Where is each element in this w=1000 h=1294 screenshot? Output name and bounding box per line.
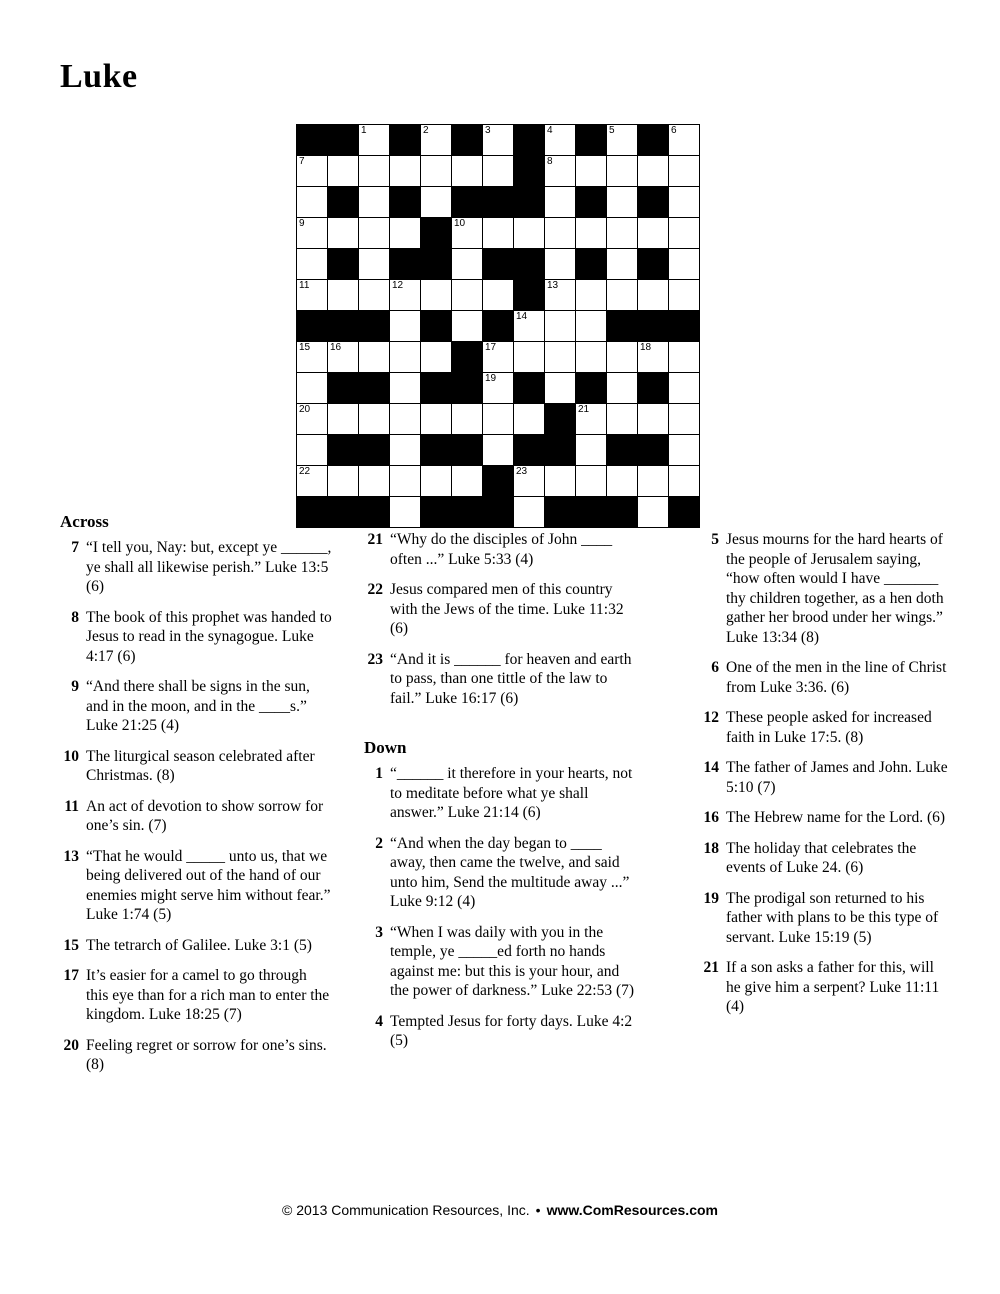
crossword-table[interactable] [296, 124, 700, 528]
grid-cell[interactable] [638, 342, 669, 373]
grid-cell[interactable] [607, 125, 638, 156]
grid-cell[interactable] [297, 373, 328, 404]
down-clue-number: 14 [703, 759, 719, 776]
grid-cell-block [328, 187, 359, 218]
grid-cell[interactable] [607, 342, 638, 373]
grid-cell[interactable] [545, 311, 576, 342]
across-clue-number: 9 [71, 678, 79, 695]
down-clue-text: The holiday that celebrates the events of Luke 24. (6) [726, 839, 917, 876]
grid-cell-block [328, 435, 359, 466]
grid-cell[interactable] [390, 311, 421, 342]
grid-cell-block [297, 125, 328, 156]
across-clue [60, 936, 332, 956]
grid-cell-number: 16 [330, 342, 342, 353]
grid-row [297, 404, 700, 435]
across-clue-number: 10 [63, 747, 79, 765]
grid-cell-block [576, 125, 607, 156]
grid-cell-number: 5 [609, 125, 615, 136]
grid-row [297, 373, 700, 404]
down-clue [700, 530, 950, 647]
across-clue [60, 538, 332, 597]
grid-row [297, 249, 700, 280]
down-clue-number: 1 [375, 765, 383, 782]
grid-cell[interactable] [669, 466, 700, 497]
grid-cell-number: 10 [454, 218, 466, 229]
grid-cell-block [669, 497, 700, 528]
grid-cell[interactable] [638, 466, 669, 497]
grid-cell[interactable] [297, 342, 328, 373]
grid-cell[interactable] [607, 373, 638, 404]
grid-cell[interactable] [545, 187, 576, 218]
across-clue-number: 7 [71, 539, 79, 556]
grid-cell[interactable] [421, 342, 452, 373]
across-heading: Across [60, 512, 109, 531]
footer [0, 1202, 1000, 1218]
across-clue-number: 21 [367, 531, 383, 548]
down-clue-list-1 [364, 764, 636, 1051]
across-clue-number: 8 [71, 608, 79, 626]
grid-cell[interactable] [638, 280, 669, 311]
grid-cell[interactable] [514, 218, 545, 249]
footer-website-link[interactable]: www.ComResources.com [546, 1202, 718, 1218]
grid-cell[interactable] [297, 280, 328, 311]
down-clue-text: Jesus mourns for the hard hearts of the people of Jerusalem saying, “how often would I have _______ thy children together, as a hen doth gather her brood under her wings.” Luke 13:34 (8) [726, 531, 944, 646]
down-clue [700, 839, 950, 878]
grid-cell[interactable] [421, 125, 452, 156]
grid-cell-block [452, 342, 483, 373]
across-clue-text: “And it is ______ for heaven and earth to pass, than one tittle of the law to fail.” Luke 16:17 (6) [390, 650, 632, 707]
across-clue-number: 17 [63, 967, 79, 984]
grid-cell-block [607, 311, 638, 342]
across-clue [60, 797, 332, 836]
grid-cell-number: 14 [516, 311, 528, 322]
grid-cell[interactable] [576, 466, 607, 497]
grid-cell[interactable] [607, 404, 638, 435]
grid-cell-block [452, 125, 483, 156]
grid-cell[interactable] [452, 156, 483, 187]
across-clue-number: 23 [367, 650, 383, 668]
across-clue [60, 677, 332, 736]
grid-cell-block [483, 249, 514, 280]
down-clue-number: 2 [375, 834, 383, 852]
down-clue-text: “And when the day began to ____ away, then came the twelve, and said unto him, Send the multitude away ...” Luke 9:12 (4) [390, 834, 630, 910]
grid-cell[interactable] [421, 280, 452, 311]
down-clue [700, 758, 950, 797]
grid-cell[interactable] [669, 156, 700, 187]
grid-cell-block [545, 435, 576, 466]
down-clue-number: 18 [703, 839, 719, 857]
grid-cell[interactable] [328, 280, 359, 311]
down-clue-text: The Hebrew name for the Lord. (6) [726, 809, 946, 826]
grid-row [297, 280, 700, 311]
grid-cell-number: 12 [392, 280, 404, 291]
grid-cell-block [576, 497, 607, 528]
grid-cell[interactable] [390, 280, 421, 311]
across-clue-number: 15 [63, 936, 79, 954]
grid-cell[interactable] [607, 466, 638, 497]
grid-cell[interactable] [421, 156, 452, 187]
down-clue [700, 708, 950, 747]
grid-row [297, 218, 700, 249]
across-clue-text: “And there shall be signs in the sun, and in the moon, and in the ____s.” Luke 21:25 (4) [86, 678, 310, 734]
grid-cell[interactable] [514, 497, 545, 528]
footer-bullet: • [535, 1202, 541, 1218]
grid-cell-number: 1 [361, 125, 367, 136]
across-clue [364, 530, 636, 569]
grid-cell-block [514, 249, 545, 280]
grid-cell-number: 21 [578, 404, 590, 415]
grid-cell-block [638, 373, 669, 404]
across-clue-list-2 [364, 530, 636, 708]
grid-cell-block [328, 125, 359, 156]
grid-cell[interactable] [638, 156, 669, 187]
down-clue [700, 658, 950, 697]
grid-cell-block [638, 187, 669, 218]
across-clue-text: It’s easier for a camel to go through this eye than for a rich man to enter the kingdom. Luke 18:25 (7) [86, 967, 330, 1023]
grid-cell[interactable] [483, 280, 514, 311]
grid-cell-block [421, 218, 452, 249]
across-column-2 [364, 530, 636, 1062]
grid-cell[interactable] [328, 342, 359, 373]
across-clue [60, 966, 332, 1025]
grid-cell[interactable] [297, 218, 328, 249]
down-clue-text: The father of James and John. Luke 5:10 (7) [726, 759, 948, 796]
down-clue-text: The prodigal son returned to his father with plans to be this type of servant. Luke 15:19 (5) [726, 889, 939, 946]
grid-cell[interactable] [483, 156, 514, 187]
grid-cell[interactable] [607, 156, 638, 187]
down-clue-text: If a son asks a father for this, will he give him a serpent? Luke 11:11 (4) [726, 959, 940, 1015]
grid-cell-block [638, 125, 669, 156]
grid-cell-block [638, 249, 669, 280]
grid-cell[interactable] [638, 497, 669, 528]
grid-cell[interactable] [359, 466, 390, 497]
grid-cell-block [545, 497, 576, 528]
grid-cell[interactable] [483, 218, 514, 249]
grid-cell[interactable] [483, 125, 514, 156]
grid-cell[interactable] [328, 466, 359, 497]
grid-cell[interactable] [576, 311, 607, 342]
grid-cell-block [514, 125, 545, 156]
grid-cell-number: 8 [547, 156, 553, 167]
grid-cell[interactable] [545, 218, 576, 249]
grid-cell[interactable] [545, 342, 576, 373]
grid-cell-block [328, 373, 359, 404]
down-clue-text: “______ it therefore in your hearts, not to meditate before what ye shall answer.” Luke 21:14 (6) [390, 765, 633, 821]
grid-row [297, 466, 700, 497]
grid-cell-number: 19 [485, 373, 497, 384]
grid-cell-block [483, 311, 514, 342]
across-clue [60, 608, 332, 667]
grid-cell[interactable] [328, 156, 359, 187]
grid-cell[interactable] [545, 280, 576, 311]
grid-cell[interactable] [669, 280, 700, 311]
grid-cell-block [483, 497, 514, 528]
grid-cell[interactable] [669, 187, 700, 218]
grid-cell[interactable] [576, 280, 607, 311]
grid-cell[interactable] [359, 342, 390, 373]
grid-cell[interactable] [669, 342, 700, 373]
across-clue-number: 11 [64, 797, 79, 815]
grid-row [297, 125, 700, 156]
down-clue-number: 4 [375, 1012, 383, 1030]
grid-cell-block [421, 311, 452, 342]
grid-cell-number: 4 [547, 125, 553, 136]
grid-cell-number: 15 [299, 342, 311, 353]
across-clue-text: An act of devotion to show sorrow for one’s sin. (7) [86, 797, 324, 834]
grid-cell-block [297, 311, 328, 342]
grid-cell-block [514, 373, 545, 404]
across-clue-text: “Why do the disciples of John ____ often ...” Luke 5:33 (4) [390, 531, 613, 568]
grid-cell[interactable] [607, 280, 638, 311]
grid-cell[interactable] [297, 156, 328, 187]
grid-cell[interactable] [638, 218, 669, 249]
down-clue [364, 764, 636, 823]
grid-cell[interactable] [390, 342, 421, 373]
grid-cell[interactable] [576, 342, 607, 373]
grid-cell[interactable] [514, 404, 545, 435]
grid-cell[interactable] [390, 404, 421, 435]
grid-cell[interactable] [297, 404, 328, 435]
grid-cell[interactable] [359, 218, 390, 249]
grid-cell-block [328, 249, 359, 280]
grid-cell-block [576, 373, 607, 404]
grid-cell[interactable] [390, 435, 421, 466]
grid-cell-block [359, 497, 390, 528]
grid-cell[interactable] [483, 404, 514, 435]
grid-cell[interactable] [669, 125, 700, 156]
grid-cell-block [390, 249, 421, 280]
grid-cell-number: 23 [516, 466, 528, 477]
across-clue [364, 650, 636, 709]
grid-cell-block [576, 249, 607, 280]
grid-cell[interactable] [452, 280, 483, 311]
grid-row [297, 156, 700, 187]
grid-cell[interactable] [390, 373, 421, 404]
grid-cell-block [607, 435, 638, 466]
grid-cell[interactable] [359, 156, 390, 187]
down-clue-text: One of the men in the line of Christ from Luke 3:36. (6) [726, 659, 947, 696]
grid-cell[interactable] [390, 466, 421, 497]
grid-cell[interactable] [545, 373, 576, 404]
grid-cell[interactable] [545, 125, 576, 156]
grid-cell-number: 6 [671, 125, 677, 136]
across-clue-number: 20 [63, 1036, 79, 1054]
grid-cell-number: 20 [299, 404, 311, 415]
grid-cell[interactable] [514, 342, 545, 373]
across-column-1 [60, 512, 332, 1086]
grid-cell[interactable] [359, 187, 390, 218]
grid-cell[interactable] [328, 404, 359, 435]
grid-cell-number: 11 [299, 280, 310, 291]
down-clue-number: 16 [703, 809, 719, 826]
grid-cell[interactable] [421, 466, 452, 497]
down-clue-text: Tempted Jesus for forty days. Luke 4:2 (5) [390, 1012, 633, 1049]
grid-cell[interactable] [483, 435, 514, 466]
across-clue [60, 847, 332, 925]
grid-cell[interactable] [483, 373, 514, 404]
grid-cell[interactable] [359, 404, 390, 435]
grid-cell[interactable] [390, 218, 421, 249]
grid-cell-number: 2 [423, 125, 429, 136]
grid-cell-block [483, 466, 514, 497]
across-clue-text: “That he would _____ unto us, that we being delivered out of the hand of our enemies might serve him without fear.” Luke 1:74 (5) [86, 847, 331, 923]
down-clue [364, 834, 636, 912]
grid-cell-block [359, 311, 390, 342]
grid-cell[interactable] [452, 404, 483, 435]
grid-row [297, 497, 700, 528]
grid-cell[interactable] [359, 280, 390, 311]
grid-cell[interactable] [669, 373, 700, 404]
grid-cell[interactable] [359, 125, 390, 156]
footer-copyright: © 2013 Communication Resources, Inc. [282, 1202, 530, 1218]
grid-cell[interactable] [545, 249, 576, 280]
across-clue-text: “I tell you, Nay: but, except ye ______, ye shall all likewise perish.” Luke 13:5 (6) [86, 539, 332, 595]
grid-cell[interactable] [359, 249, 390, 280]
grid-cell[interactable] [452, 249, 483, 280]
across-clue-text: The book of this prophet was handed to Jesus to read in the synagogue. Luke 4:17 (6) [86, 608, 332, 665]
grid-cell[interactable] [297, 435, 328, 466]
grid-cell-block [514, 435, 545, 466]
crossword-grid[interactable] [296, 124, 700, 528]
grid-row [297, 187, 700, 218]
grid-cell-block [452, 497, 483, 528]
across-clue-text: The liturgical season celebrated after Christmas. (8) [86, 747, 315, 784]
down-column-2 [700, 530, 950, 1028]
grid-cell[interactable] [452, 218, 483, 249]
down-clue [364, 1012, 636, 1051]
down-clue [700, 808, 950, 828]
grid-cell[interactable] [328, 218, 359, 249]
grid-cell-number: 22 [299, 466, 311, 477]
down-clue-number: 5 [711, 531, 719, 548]
grid-cell-block [328, 311, 359, 342]
grid-cell-number: 13 [547, 280, 559, 291]
grid-cell-block [514, 280, 545, 311]
grid-cell-block [452, 187, 483, 218]
down-clue [700, 958, 950, 1017]
across-clue-list-1 [60, 538, 332, 1075]
grid-cell[interactable] [669, 249, 700, 280]
grid-cell[interactable] [452, 311, 483, 342]
grid-cell[interactable] [607, 218, 638, 249]
grid-cell-block [638, 311, 669, 342]
down-clue-number: 21 [703, 959, 719, 976]
grid-cell-block [359, 373, 390, 404]
grid-cell[interactable] [607, 249, 638, 280]
across-clue-text: Jesus compared men of this country with the Jews of the time. Luke 11:32 (6) [390, 581, 624, 637]
grid-cell-block [483, 187, 514, 218]
grid-cell-block [421, 435, 452, 466]
down-clue-text: “When I was daily with you in the temple, ye _____ed forth no hands against me: but this is your hour, and the power of darkness.” Luke 22:53 (7) [390, 923, 635, 999]
grid-row [297, 311, 700, 342]
grid-cell[interactable] [297, 249, 328, 280]
across-clue-number: 13 [63, 847, 79, 865]
grid-row [297, 342, 700, 373]
down-clue-number: 6 [711, 659, 719, 676]
grid-cell[interactable] [669, 435, 700, 466]
grid-cell-number: 17 [485, 342, 497, 353]
grid-cell[interactable] [545, 156, 576, 187]
grid-cell[interactable] [390, 497, 421, 528]
down-clue-text: These people asked for increased faith in Luke 17:5. (8) [726, 709, 932, 746]
grid-cell[interactable] [297, 466, 328, 497]
across-clue-text: The tetrarch of Galilee. Luke 3:1 (5) [86, 936, 312, 954]
down-heading: Down [364, 738, 407, 757]
across-clue [60, 1036, 332, 1075]
grid-cell[interactable] [576, 404, 607, 435]
grid-cell[interactable] [545, 466, 576, 497]
down-clue-list-2 [700, 530, 950, 1017]
grid-cell-block [421, 497, 452, 528]
grid-cell-block [638, 435, 669, 466]
across-clue-text: Feeling regret or sorrow for one’s sins. (8) [86, 1036, 327, 1073]
grid-cell[interactable] [669, 404, 700, 435]
grid-cell[interactable] [421, 187, 452, 218]
grid-cell[interactable] [576, 218, 607, 249]
down-clue [364, 923, 636, 1001]
down-clue-number: 19 [703, 889, 719, 907]
grid-cell-block [607, 497, 638, 528]
grid-cell-block [669, 311, 700, 342]
down-clue [700, 889, 950, 948]
grid-cell-block [576, 187, 607, 218]
down-clue-number: 3 [375, 923, 383, 941]
grid-cell[interactable] [638, 404, 669, 435]
grid-cell[interactable] [576, 156, 607, 187]
across-clue-number: 22 [367, 581, 383, 598]
across-clue [364, 580, 636, 639]
grid-cell[interactable] [297, 187, 328, 218]
grid-cell-block [514, 156, 545, 187]
grid-cell[interactable] [669, 218, 700, 249]
grid-cell-block [514, 187, 545, 218]
grid-cell-block [359, 435, 390, 466]
grid-cell-number: 3 [485, 125, 491, 136]
across-clue [60, 747, 332, 786]
grid-cell[interactable] [483, 342, 514, 373]
grid-cell-block [452, 435, 483, 466]
page-title: Luke [60, 58, 138, 95]
grid-cell-number: 18 [640, 342, 652, 353]
down-clue-number: 12 [703, 709, 719, 726]
grid-row [297, 435, 700, 466]
grid-cell[interactable] [452, 466, 483, 497]
grid-cell-block [421, 373, 452, 404]
grid-cell-block [545, 404, 576, 435]
grid-cell-block [390, 187, 421, 218]
grid-cell-block [421, 249, 452, 280]
grid-cell[interactable] [514, 311, 545, 342]
grid-cell-number: 7 [299, 156, 305, 167]
grid-cell-number: 9 [299, 218, 305, 229]
grid-cell[interactable] [576, 435, 607, 466]
grid-cell-block [390, 125, 421, 156]
grid-cell[interactable] [514, 466, 545, 497]
grid-cell[interactable] [607, 187, 638, 218]
grid-cell[interactable] [421, 404, 452, 435]
grid-cell-block [328, 497, 359, 528]
grid-cell-block [452, 373, 483, 404]
grid-cell[interactable] [390, 156, 421, 187]
